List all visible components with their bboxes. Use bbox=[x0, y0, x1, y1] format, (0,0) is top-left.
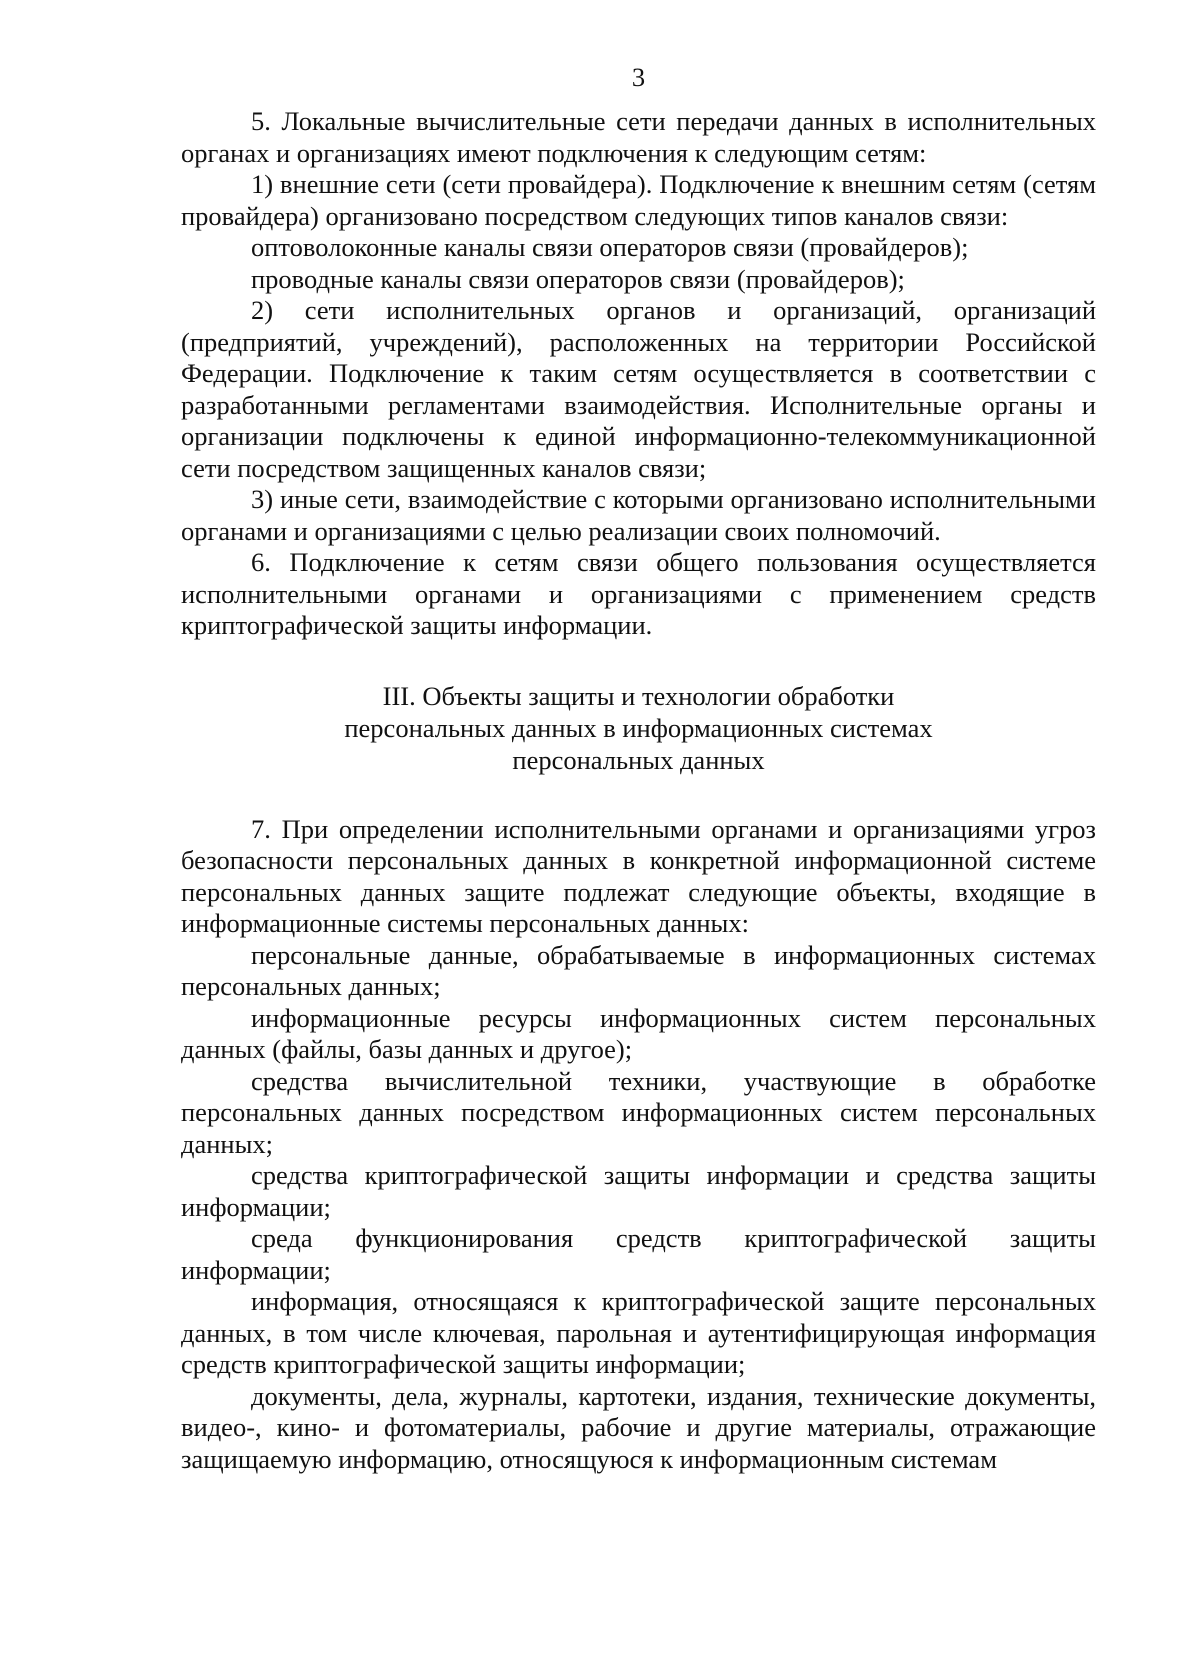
section-heading-line-3: персональных данных bbox=[512, 744, 765, 775]
paragraph-7-operating-environment: среда функционирования средств криптографической защиты информации; bbox=[181, 1223, 1096, 1285]
paragraph-6: 6. Подключение к сетям связи общего пользования осуществляется исполнительными органами и организациями с применением средств криптографической защиты информации. bbox=[181, 547, 1096, 640]
paragraph-7-documents: документы, дела, журналы, картотеки, издания, технические документы, видео-, кино- и фотоматериалы, рабочие и другие материалы, отражающие защищаемую информацию, относящуюся к информационным системам bbox=[181, 1380, 1096, 1474]
paragraph-5-intro: 5. Локальные вычислительные сети передачи данных в исполнительных органах и организациях имеют подключения к следующим сетям: bbox=[181, 106, 1096, 168]
paragraph-5-item-2: 2) сети исполнительных органов и организаций, организаций (предприятий, учреждений), расположенных на территории Российской Федерации. Подключение к таким сетям осуществляется в соответствии с разработанными регламентами взаимодействия. Исполнительные органы и организации подключены к единой информационно-телекоммуникационной сети посредством защищенных каналов связи; bbox=[181, 295, 1096, 483]
paragraph-5-item-3: 3) иные сети, взаимодействие с которыми организовано исполнительными органами и организациями с целью реализации своих полномочий. bbox=[181, 484, 1096, 546]
paragraph-7-information-resources: информационные ресурсы информационных систем персональных данных (файлы, базы данных и другое); bbox=[181, 1002, 1096, 1064]
paragraph-7-computing-equipment: средства вычислительной техники, участвующие в обработке персональных данных посредством информационных систем персональных данных; bbox=[181, 1065, 1096, 1159]
paragraph-5-wired-channels: проводные каналы связи операторов связи (провайдеров); bbox=[251, 263, 905, 294]
paragraph-5-item-1: 1) внешние сети (сети провайдера). Подключение к внешним сетям (сетям провайдера) организовано посредством следующих типов каналов связи: bbox=[181, 169, 1096, 231]
paragraph-7-intro: 7. При определении исполнительными органами и организациями угроз безопасности персональных данных в конкретной информационной системе персональных данных защите подлежат следующие объекты, входящие в информационные системы персональных данных: bbox=[181, 813, 1096, 938]
paragraph-5-fiber-channels: оптоволоконные каналы связи операторов связи (провайдеров); bbox=[251, 232, 969, 262]
paragraph-7-key-information: информация, относящаяся к криптографической защите персональных данных, в том числе ключевая, парольная и аутентифицирующая информация средств криптографической защиты информации; bbox=[181, 1286, 1096, 1379]
document-page bbox=[181, 62, 1096, 1475]
paragraph-7-crypto-tools: средства криптографической защиты информации и средства защиты информации; bbox=[181, 1160, 1096, 1222]
section-heading bbox=[181, 680, 1096, 776]
section-heading-line-1: III. Объекты защиты и технологии обработки bbox=[382, 680, 895, 711]
paragraph-7-personal-data: персональные данные, обрабатываемые в информационных системах персональных данных; bbox=[181, 939, 1096, 1001]
page-number: 3 bbox=[631, 62, 646, 92]
section-heading-line-2: персональных данных в информационных системах bbox=[344, 712, 933, 743]
